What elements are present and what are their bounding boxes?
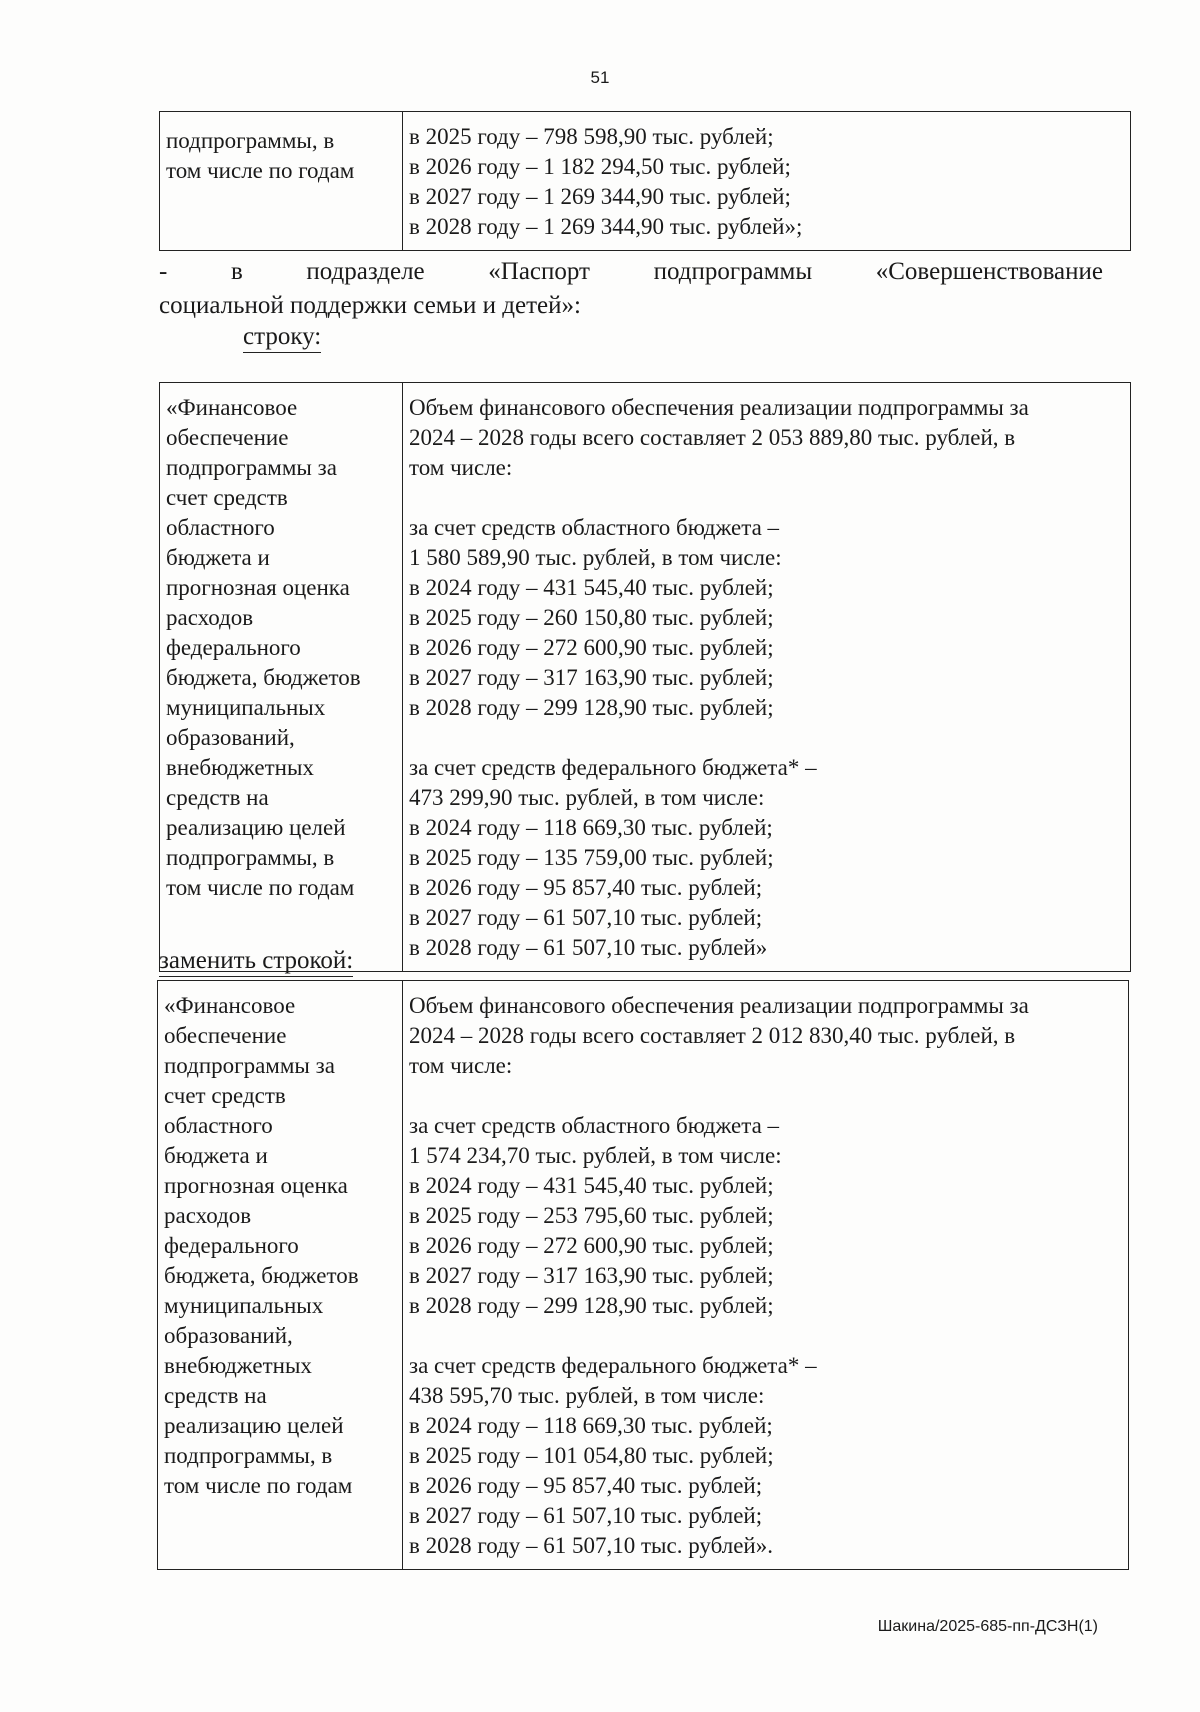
regional-line: в 2028 году – 299 128,90 тыс. рублей;	[409, 695, 774, 720]
cell-line: муниципальных	[166, 695, 326, 720]
cell-line: счет средств	[166, 485, 288, 510]
regional-line: в 2025 году – 253 795,60 тыс. рублей;	[409, 1203, 774, 1228]
federal-line: в 2025 году – 135 759,00 тыс. рублей;	[409, 845, 774, 870]
federal-line: за счет средств федерального бюджета* –	[409, 755, 817, 780]
cell-line: федерального	[166, 635, 301, 660]
cell-line: подпрограммы, в	[166, 845, 335, 870]
cell-line: бюджета и	[164, 1143, 268, 1168]
cell-line: подпрограммы за	[164, 1053, 335, 1078]
spacer	[409, 1081, 1124, 1111]
cell-line: в 2028 году – 1 269 344,90 тыс. рублей»;	[409, 214, 803, 239]
cell-line: обеспечение	[164, 1023, 287, 1048]
cell-line: средств на	[166, 785, 269, 810]
federal-line: 473 299,90 тыс. рублей, в том числе:	[409, 785, 765, 810]
federal-line: в 2028 году – 61 507,10 тыс. рублей»	[409, 935, 768, 960]
document-footer-code: Шакина/2025-685-пп-ДСЗН(1)	[877, 1618, 1098, 1635]
spacer	[409, 1321, 1124, 1351]
cell-line: в 2026 году – 1 182 294,50 тыс. рублей;	[409, 154, 791, 179]
regional-line: в 2025 году – 260 150,80 тыс. рублей;	[409, 605, 774, 630]
regional-line: в 2027 году – 317 163,90 тыс. рублей;	[409, 1263, 774, 1288]
federal-line: за счет средств федерального бюджета* –	[409, 1353, 817, 1378]
regional-line: в 2028 году – 299 128,90 тыс. рублей;	[409, 1293, 774, 1318]
cell-line: том числе по годам	[166, 158, 355, 183]
cell-line: «Финансовое	[166, 395, 298, 420]
total-line: том числе:	[409, 1053, 513, 1078]
new-financing-table	[157, 980, 1129, 1570]
cell-line: областного	[166, 515, 275, 540]
cell-line: внебюджетных	[164, 1353, 312, 1378]
replace-label: заменить строкой:	[159, 946, 353, 977]
cell-line: образований,	[164, 1323, 293, 1348]
row-label: строку:	[243, 322, 321, 353]
table-row	[160, 383, 1131, 972]
regional-line: в 2027 году – 317 163,90 тыс. рублей;	[409, 665, 774, 690]
cell-line: образований,	[166, 725, 295, 750]
new-table-left-cell	[158, 981, 403, 1570]
cell-line: бюджета и	[166, 545, 270, 570]
regional-line: за счет средств областного бюджета –	[409, 515, 780, 540]
cell-line: реализацию целей	[166, 815, 346, 840]
cell-line: счет средств	[164, 1083, 286, 1108]
federal-line: в 2024 году – 118 669,30 тыс. рублей;	[409, 815, 773, 840]
total-line: 2024 – 2028 годы всего составляет 2 053 889,80 тыс. рублей, в	[409, 425, 1016, 450]
intro-paragraph-line2: социальной поддержки семьи и детей»:	[159, 292, 581, 319]
regional-line: 1 574 234,70 тыс. рублей, в том числе:	[409, 1143, 782, 1168]
spacer	[409, 483, 1126, 513]
intro-paragraph-line1: - в подразделе «Паспорт подпрограммы «Совершенствование	[159, 258, 1103, 285]
regional-line: за счет средств областного бюджета –	[409, 1113, 780, 1138]
cell-line: средств на	[164, 1383, 267, 1408]
cell-line: муниципальных	[164, 1293, 324, 1318]
cell-line: обеспечение	[166, 425, 289, 450]
federal-line: в 2027 году – 61 507,10 тыс. рублей;	[409, 1503, 763, 1528]
cell-line: внебюджетных	[166, 755, 314, 780]
regional-line: 1 580 589,90 тыс. рублей, в том числе:	[409, 545, 782, 570]
cell-line: федерального	[164, 1233, 299, 1258]
page-number: 51	[590, 68, 610, 87]
federal-line: в 2027 году – 61 507,10 тыс. рублей;	[409, 905, 763, 930]
regional-line: в 2026 году – 272 600,90 тыс. рублей;	[409, 635, 774, 660]
cell-line: прогнозная оценка	[164, 1173, 348, 1198]
cell-line: в 2027 году – 1 269 344,90 тыс. рублей;	[409, 184, 791, 209]
regional-line: в 2024 году – 431 545,40 тыс. рублей;	[409, 575, 774, 600]
regional-line: в 2026 году – 272 600,90 тыс. рублей;	[409, 1233, 774, 1258]
federal-line: в 2026 году – 95 857,40 тыс. рублей;	[409, 1473, 763, 1498]
cell-line: подпрограммы, в	[164, 1443, 333, 1468]
cell-line: том числе по годам	[166, 875, 355, 900]
cell-line: «Финансовое	[164, 993, 296, 1018]
top-continuation-table	[159, 111, 1131, 251]
federal-line: в 2024 году – 118 669,30 тыс. рублей;	[409, 1413, 773, 1438]
total-line: Объем финансового обеспечения реализации подпрограммы за	[409, 993, 1029, 1018]
cell-line: областного	[164, 1113, 273, 1138]
spacer	[409, 723, 1126, 753]
total-line: том числе:	[409, 455, 513, 480]
table-row	[158, 981, 1129, 1570]
cell-line: подпрограммы за	[166, 455, 337, 480]
old-table-left-cell	[160, 383, 403, 972]
cell-line: расходов	[166, 605, 254, 630]
top-table-left-cell	[160, 112, 403, 251]
cell-line: бюджета, бюджетов	[166, 665, 361, 690]
top-table-right-cell	[403, 112, 1131, 251]
old-table-right-cell	[403, 383, 1131, 972]
regional-line: в 2024 году – 431 545,40 тыс. рублей;	[409, 1173, 774, 1198]
cell-line: бюджета, бюджетов	[164, 1263, 359, 1288]
old-financing-table	[159, 382, 1131, 972]
federal-line: в 2028 году – 61 507,10 тыс. рублей».	[409, 1533, 773, 1558]
cell-line: том числе по годам	[164, 1473, 353, 1498]
table-row	[160, 112, 1131, 251]
federal-line: в 2026 году – 95 857,40 тыс. рублей;	[409, 875, 763, 900]
total-line: 2024 – 2028 годы всего составляет 2 012 830,40 тыс. рублей, в	[409, 1023, 1016, 1048]
cell-line: расходов	[164, 1203, 252, 1228]
federal-line: в 2025 году – 101 054,80 тыс. рублей;	[409, 1443, 774, 1468]
cell-line: подпрограммы, в	[166, 128, 335, 153]
cell-line: реализацию целей	[164, 1413, 344, 1438]
new-table-right-cell	[403, 981, 1129, 1570]
total-line: Объем финансового обеспечения реализации подпрограммы за	[409, 395, 1029, 420]
cell-line: прогнозная оценка	[166, 575, 350, 600]
federal-line: 438 595,70 тыс. рублей, в том числе:	[409, 1383, 765, 1408]
cell-line: в 2025 году – 798 598,90 тыс. рублей;	[409, 124, 774, 149]
